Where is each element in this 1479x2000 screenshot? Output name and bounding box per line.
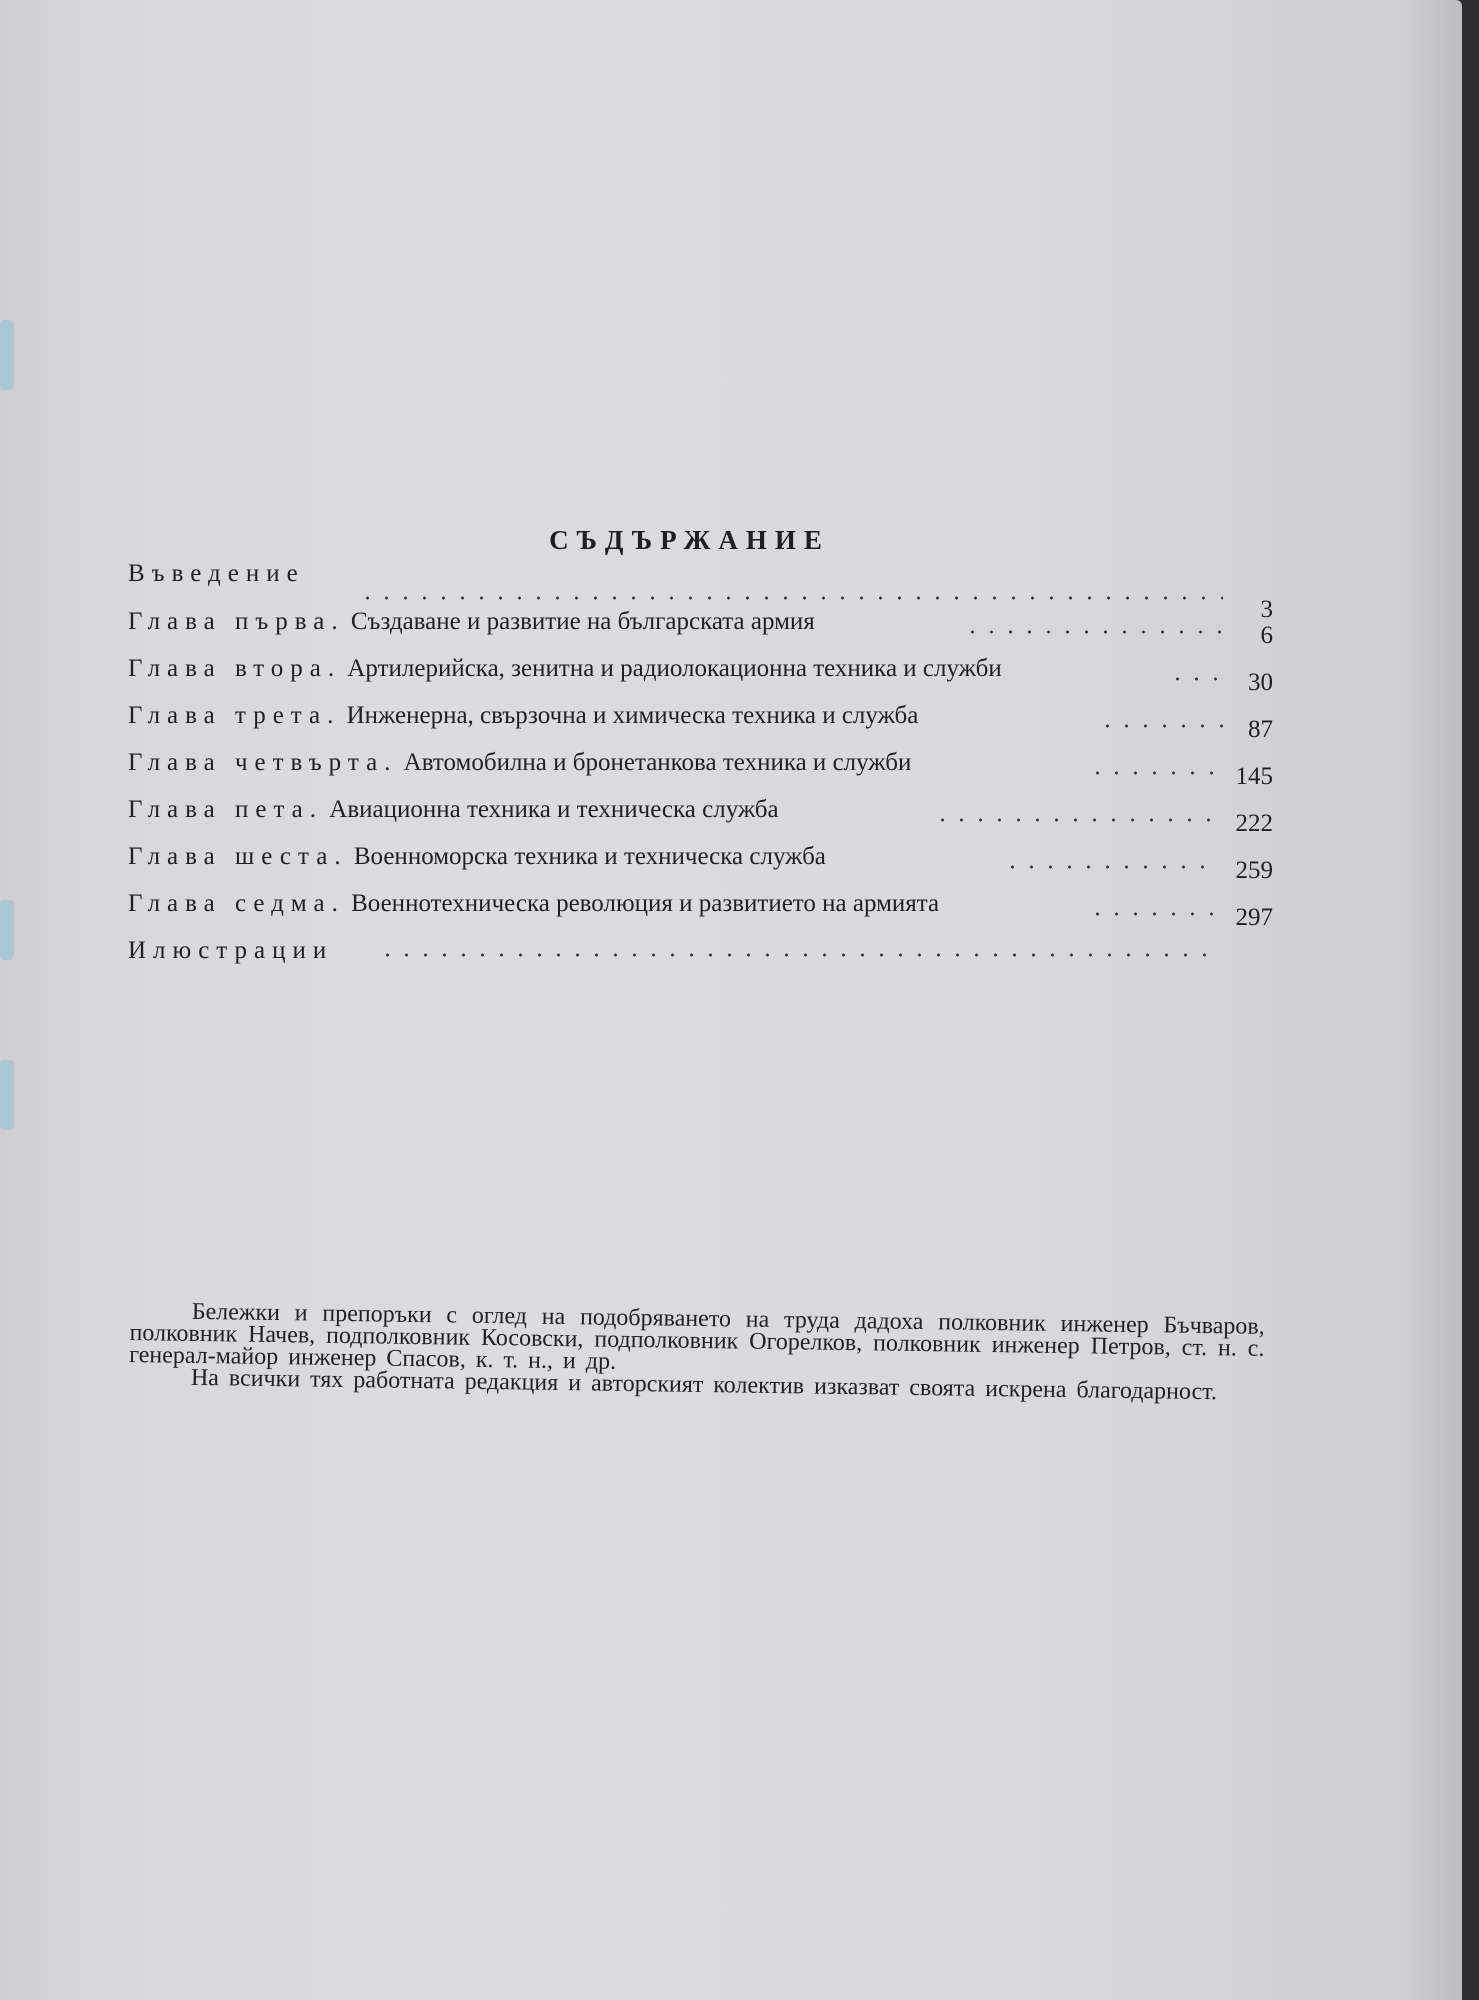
- dot-leader: [1003, 865, 1213, 869]
- table-of-contents: [128, 560, 1273, 984]
- toc-entry-page: 6: [1260, 622, 1273, 649]
- toc-entry-page: 297: [1235, 904, 1273, 931]
- toc-entry-title: Артилерийска, зенитна и радиолокационна техника и служби: [341, 655, 1002, 682]
- toc-entry-label: Глава първа.: [128, 608, 345, 635]
- toc-entry-page: 30: [1248, 669, 1273, 696]
- toc-entry-text: [128, 937, 333, 965]
- dot-leader: [358, 596, 1223, 600]
- toc-entry-chapter-7: [128, 890, 1273, 937]
- toc-entry-chapter-4: [128, 749, 1273, 796]
- toc-entry-chapter-3: [128, 702, 1273, 749]
- toc-entry-page: 87: [1248, 716, 1273, 743]
- toc-entry-title: Създаване и развитие на българската армия: [344, 608, 815, 635]
- toc-entry-label: Глава пета.: [128, 796, 324, 823]
- toc-entry-text: [128, 890, 939, 918]
- toc-entry-label: Глава седма.: [128, 890, 345, 917]
- toc-entry-chapter-2: [128, 655, 1273, 702]
- dot-leader: [1088, 771, 1213, 775]
- toc-entry-illustrations: [128, 937, 1273, 984]
- dot-leader: [933, 818, 1213, 822]
- toc-entry-title: Военноморска техника и техническа служба: [347, 843, 826, 870]
- toc-entry-chapter-1: [128, 608, 1273, 655]
- toc-entry-label: Глава шеста.: [128, 843, 348, 870]
- toc-entry-chapter-5: [128, 796, 1273, 843]
- page-edge-stain: [0, 1060, 14, 1130]
- acknowledgements-paragraph: На всички тях работната редакция и авторският колектив изказват своята искрена благодарност.: [190, 1364, 1218, 1406]
- dot-leader: [963, 630, 1223, 634]
- toc-entry-label: Глава трета.: [128, 702, 341, 729]
- toc-entry-label: Илюстрации: [128, 937, 334, 964]
- acknowledgements-note: [129, 1300, 1265, 1404]
- toc-entry-chapter-6: [128, 843, 1273, 890]
- acknowledgements-paragraph: Бележки и препоръки с оглед на подобряването на труда дадоха полковник инженер Бъчваров, полковник Начев, подполковник Косовски, подполковник Огорелков, полковник инженер Петров, ст. н. с. генерал-майор инженер Спасов, к. т. н., и др.: [129, 1298, 1265, 1375]
- dot-leader: [1088, 912, 1213, 916]
- dot-leader: [1168, 677, 1218, 681]
- toc-entry-title: Авиационна техника и техническа служба: [323, 796, 779, 823]
- toc-entry-title: Инженерна, свързочна и химическа техника и служба: [340, 702, 919, 729]
- toc-heading-text: СЪДЪРЖАНИЕ: [549, 525, 830, 555]
- toc-entry-text: [128, 608, 815, 636]
- toc-entry-text: [128, 655, 1002, 683]
- toc-entry-title: Автомобилна и бронетанкова техника и служби: [397, 749, 912, 776]
- toc-entry-page: 259: [1235, 857, 1273, 884]
- toc-entry-text: [128, 702, 918, 730]
- toc-entry-text: [128, 843, 826, 871]
- toc-heading: [0, 525, 1479, 556]
- toc-entry-text: [128, 749, 911, 777]
- dot-leader: [378, 953, 1218, 957]
- toc-entry-page: 222: [1235, 810, 1273, 837]
- toc-entry-label: Глава четвърта.: [128, 749, 398, 776]
- toc-entry-label: Глава втора.: [128, 655, 342, 682]
- page-edge-stain: [0, 320, 14, 390]
- toc-entry-label: Въведение: [128, 560, 305, 587]
- toc-entry-text: [128, 560, 305, 588]
- toc-entry-title: Военнотехническа революция и развитието на армията: [344, 890, 940, 917]
- toc-entry-page: 145: [1235, 763, 1273, 790]
- toc-entry-page: 3: [1260, 596, 1273, 623]
- toc-entry-text: [128, 796, 779, 824]
- dot-leader: [1098, 724, 1223, 728]
- page-edge-stain: [0, 900, 14, 960]
